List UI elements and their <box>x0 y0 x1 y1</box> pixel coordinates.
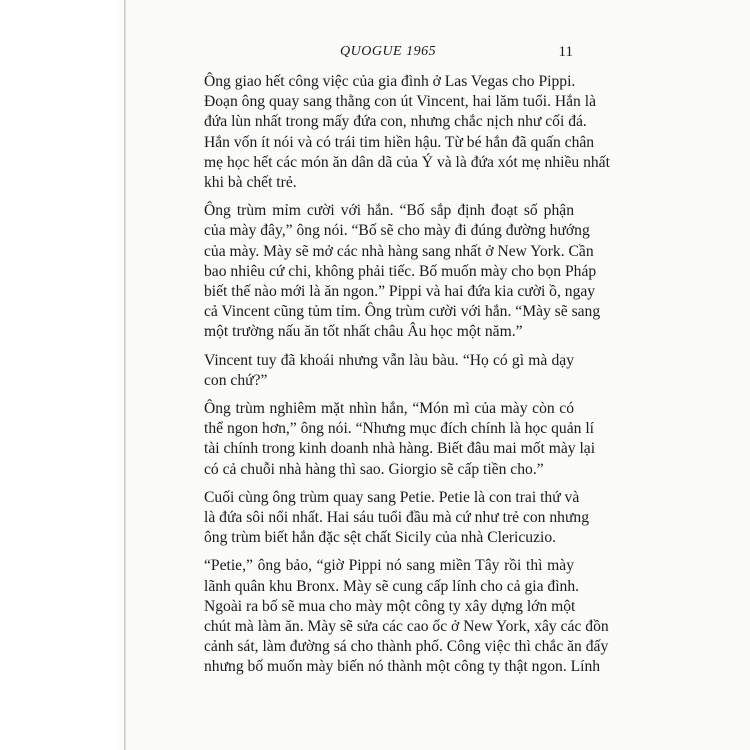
text-line: ông trùm biết hắn đặc sệt chất Sicily của nhà Clericuzio. <box>204 529 557 547</box>
text-line: Ông trùm mỉm cười với hắn. “Bố sắp định đoạt số phận <box>204 202 574 220</box>
paragraph <box>204 351 574 391</box>
paragraph <box>204 72 610 193</box>
text-line: Ông trùm nghiêm mặt nhìn hắn, “Món mì của mày còn có <box>204 400 574 418</box>
text-line: Ngoài ra bố sẽ mua cho mày một công ty xây dựng lớn một <box>204 597 576 615</box>
text-line: Ông giao hết công việc của gia đình ở Las Vegas cho Pippi. <box>204 73 576 90</box>
text-line: nhưng bố muốn mày biến nó thành một công ty thật ngon. Lính <box>204 658 601 676</box>
text-line: một trường nấu ăn tốt nhất châu Âu học một năm.” <box>204 323 523 341</box>
text-line: Cuối cùng ông trùm quay sang Petie. Petie là con trai thứ và <box>204 488 580 506</box>
body-text <box>204 72 610 686</box>
text-line: bao nhiêu cứ chi, không phải tiếc. Bố muốn mày cho bọn Pháp <box>204 262 597 280</box>
text-line: Đoạn ông quay sang thằng con út Vincent, hai lăm tuổi. Hắn là <box>204 93 596 111</box>
paragraph <box>204 556 609 677</box>
text-line: của mày đây,” ông nói. “Bố sẽ cho mày đi đúng đường hướng <box>204 222 590 240</box>
text-line: có cả chuỗi nhà hàng thì sao. Giorgio sẽ cấp tiền cho.” <box>204 460 544 478</box>
page-header <box>190 44 573 68</box>
text-line: khi bà chết trẻ. <box>204 174 297 192</box>
text-line: Hắn vốn ít nói và có trái tim hiền hậu. Từ bé hắn đã quấn chân <box>204 133 595 151</box>
text-line: là đứa sôi nổi nhất. Hai sáu tuổi đầu mà cứ như trẻ con nhưng <box>204 509 590 527</box>
text-line: đứa lùn nhất trong mấy đứa con, nhưng chắc nịch như cối đá. <box>204 113 587 131</box>
running-title: QUOGUE 1965 <box>340 44 437 59</box>
page-gutter-shadow <box>124 0 127 750</box>
text-line: “Petie,” ông bảo, “giờ Pippi nó sang miền Tây rồi thì mày <box>204 557 574 575</box>
text-line: Vincent tuy đã khoái nhưng vẫn làu bàu. “Họ có gì mà dạy <box>204 351 574 369</box>
text-line: cả Vincent cũng tủm tỉm. Ông trùm cười với hắn. “Mày sẽ sang <box>204 303 601 321</box>
page-number: 11 <box>558 44 573 60</box>
text-line: mẹ học hết các món ăn dân dã của Ý và là đứa xót mẹ nhiều nhất <box>204 153 610 171</box>
text-line: lãnh quân khu Bronx. Mày sẽ cung cấp lính cho cả gia đình. <box>204 577 580 595</box>
paragraph <box>204 201 601 342</box>
text-line: cảnh sát, làm đường sá cho thành phố. Công việc thì chắc ăn đấy <box>204 638 609 656</box>
paragraph <box>204 488 590 549</box>
text-line: chút mà làm ăn. Mày sẽ sửa các cao ốc ở New York, xây các đồn <box>204 618 609 636</box>
text-line: thể ngon hơn,” ông nói. “Nhưng mục đích chính là học quản lí <box>204 420 595 438</box>
text-line: tài chính trong kinh doanh nhà hàng. Biết đâu mai mốt mày lại <box>204 440 596 458</box>
text-line: con chứ?” <box>204 371 268 389</box>
paragraph <box>204 399 596 480</box>
text-line: biết thế nào mới là ăn ngon.” Pippi và hai đứa kia cười ồ, ngay <box>204 283 596 301</box>
text-line: của mày. Mày sẽ mở các nhà hàng sang nhất ở New York. Cần <box>204 242 594 260</box>
